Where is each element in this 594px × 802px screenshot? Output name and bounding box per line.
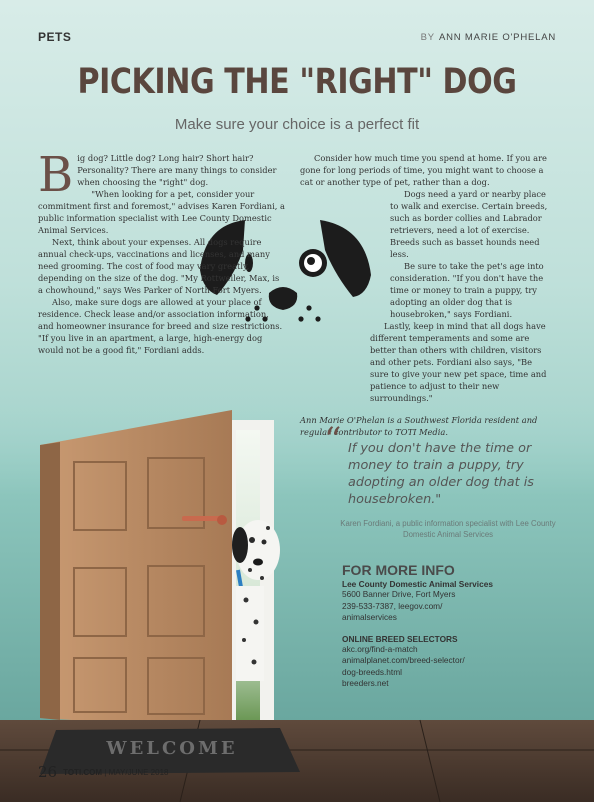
pull-quote-attribution: Karen Fordiani, a public information specialist with Lee County Domestic Animal Services — [340, 519, 556, 539]
breed-selector-link: akc.org/find-a-match — [342, 643, 418, 654]
article-column-left — [38, 147, 286, 356]
byline-prefix: BY — [420, 32, 435, 43]
more-info-box — [342, 562, 562, 690]
article-subtitle: Make sure your choice is a perfect fit — [174, 116, 420, 133]
breed-selector-link: breeders.net — [342, 678, 389, 688]
article-paragraph: Dogs need a yard or nearby place to walk and exercise. Certain breeds, such as border collies and Labrador retrievers, need a lot of exercise. Breeds such as basset hounds need less. — [390, 189, 548, 259]
article-paragraph: Also, make sure dogs are allowed at your place of residence. Check lease and/or association information, and homeowner insurance for breed and size restrictions. "If you live in an apartment, a large, high-energy dog would not be a good fit," Fordiani adds. — [38, 297, 283, 355]
article-title: PICKING THE "RIGHT" DOG — [77, 62, 517, 102]
breed-selector-link: animalplanet.com/breed-selector/ — [342, 655, 465, 665]
breed-selector-link: dog-breeds.html — [342, 666, 402, 677]
article-paragraph: Next, think about your expenses. All dogs require annual check-ups, vaccinations and licenses, and many need grooming. The cost of food may vary greatly, depending on the size of the dog. "My Rottweiler, Max, is a chowhound," says Wes Parker of North Fort Myers. — [38, 237, 280, 295]
section-label: PETS — [38, 30, 72, 44]
org-address: 5600 Banner Drive, Fort Myers — [342, 589, 456, 599]
footer-issue: | MAY/JUNE 2018 — [104, 768, 169, 777]
page-footer — [38, 763, 168, 781]
article-paragraph: Big dog? Little dog? Long hair? Short hair? Personality? There are many things to consider when choosing the "right" dog. — [38, 147, 277, 203]
article-paragraph: Be sure to take the pet's age into consideration. "If you don't have the time or money to train a puppy, try adopting an older dog that is housebroken," says Fordiani. — [390, 261, 544, 319]
footer-site: TOTI.COM — [63, 768, 103, 777]
article-column-right — [300, 152, 552, 438]
byline — [421, 32, 556, 43]
breed-selectors-title: ONLINE BREED SELECTORS — [342, 633, 458, 644]
quote-mark: “ — [324, 420, 342, 460]
article-paragraph: Consider how much time you spend at home. If you are gone for long periods of time, you might want to choose a cat or another type of pet, rather than a dog. — [300, 153, 547, 187]
org-contact: 239-533-7387, leegov.com/ — [342, 600, 443, 611]
article-paragraph: Lastly, keep in mind that all dogs have different temperaments and some are better than others with children, visitors and other pets. Fordiani also says, "Be sure to give your new pet space, time and patience to adjust to their new surroundings." — [370, 321, 547, 403]
org-name: Lee County Domestic Animal Services — [342, 579, 493, 589]
byline-name: ANN MARIE O'PHELAN — [438, 32, 556, 43]
author-bio: Ann Marie O'Phelan is a Southwest Florida resident and regular contributor to TOTI Media. — [300, 415, 538, 437]
page-number: 26 — [38, 763, 58, 781]
org-contact-link: animalservices — [342, 612, 397, 622]
pull-quote-text: If you don't have the time or money to train a puppy, try adopting an older dog that is housebroken." — [348, 441, 534, 507]
welcome-mat-text: WELCOME — [106, 738, 238, 759]
more-info-title: FOR MORE INFO — [342, 562, 455, 578]
drop-cap: B — [38, 147, 74, 203]
article-paragraph: "When looking for a pet, consider your commitment first and foremost," advises Karen Fordiani, a public information specialist with Lee County Domestic Animal Services. — [38, 189, 285, 235]
